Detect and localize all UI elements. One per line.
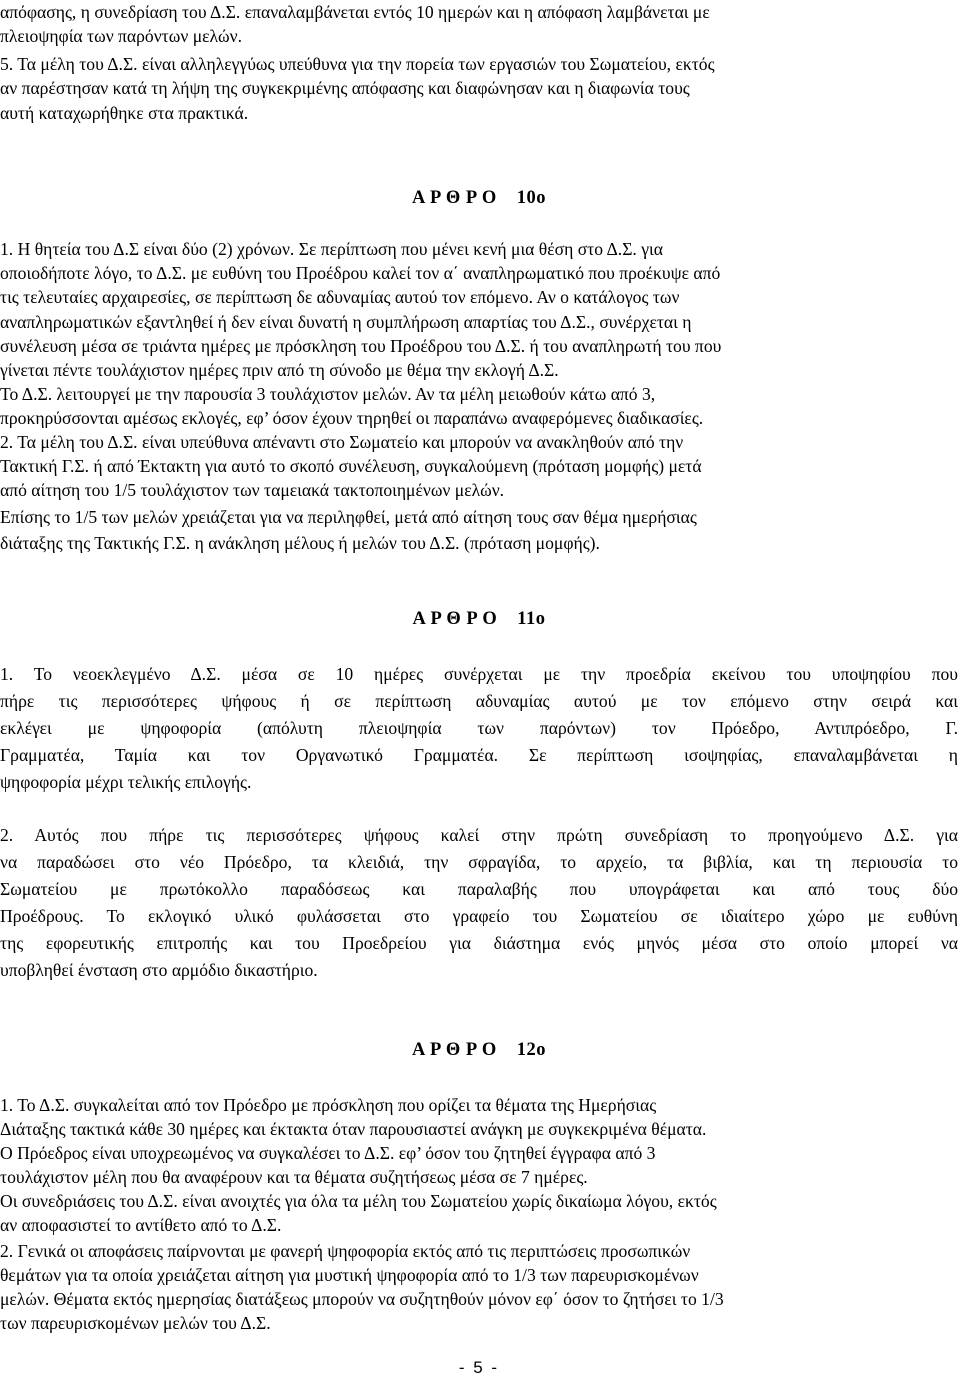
paragraph-line: Τακτική Γ.Σ. ή από Έκτακτη για αυτό το σκοπό συνέλευση, συγκαλούμενη (πρόταση μομφής) μετά <box>0 456 702 476</box>
paragraph-line: 2. Τα μέλη του Δ.Σ. είναι υπεύθυνα απέναντι στο Σωματείο και μπορούν να ανακληθούν από την <box>0 432 684 452</box>
article-heading-word: Α Ρ Θ Ρ Ο <box>412 188 497 208</box>
paragraph-line: των παρευρισκομένων μελών του Δ.Σ. <box>0 1313 271 1333</box>
paragraph-line: εκλέγει με ψηφοφορία (απόλυτη πλειοψηφία των παρόντων) τον Πρόεδρο, Αντιπρόεδρο, Γ. <box>0 718 958 738</box>
article-12-heading <box>0 1038 958 1062</box>
paragraph-line: Το Δ.Σ. λειτουργεί με την παρουσία 3 τουλάχιστον μελών. Αν τα μέλη μειωθούν κάτω από 3, <box>0 384 656 404</box>
paragraph-line: Οι συνεδριάσεις του Δ.Σ. είναι ανοιχτές για όλα τα μέλη του Σωματείου χωρίς δικαίωμα λόγου, εκτός <box>0 1191 717 1211</box>
paragraph-line: Γραμματέα, Ταμία και τον Οργανωτικό Γραμματέα. Σε περίπτωση ισοψηφίας, επαναλαμβάνεται η <box>0 745 958 765</box>
article-heading-number: 11ο <box>517 609 546 629</box>
article-10-heading <box>0 186 958 210</box>
paragraph-line: διάταξης της Τακτικής Γ.Σ. η ανάκληση μέλους ή μελών του Δ.Σ. (πρόταση μομφής). <box>0 533 600 553</box>
paragraph-line: 1. Το νεοεκλεγμένο Δ.Σ. μέσα σε 10 ημέρες συνέρχεται με την προεδρία εκείνου του υποψηφίου που <box>0 664 958 684</box>
paragraph-line: γίνεται πέντε τουλάχιστον ημέρες πριν από τη σύνοδο με θέμα την εκλογή Δ.Σ. <box>0 360 559 380</box>
paragraph-line: Προέδρους. Το εκλογικό υλικό φυλάσσεται στο γραφείο του Σωματείου σε ιδιαίτερο χώρο με ευθύνη <box>0 906 958 926</box>
paragraph-line: αν αποφασιστεί το αντίθετο από το Δ.Σ. <box>0 1215 282 1235</box>
paragraph-line: αν παρέστησαν κατά τη λήψη της συγκεκριμένης απόφασης και διαφώνησαν και η διαφωνία τους <box>0 78 690 98</box>
paragraph-line: απόφασης, η συνεδρίαση του Δ.Σ. επαναλαμβάνεται εντός 10 ημερών και η απόφαση λαμβάνεται με <box>0 2 710 22</box>
paragraph-line: Επίσης το 1/5 των μελών χρειάζεται για να περιληφθεί, μετά από αίτηση τους σαν θέμα ημερήσιας <box>0 507 697 527</box>
paragraph-line: τις τελευταίες αρχαιρεσίες, σε περίπτωση δε αδυναμίας αυτού τον επόμενο. Αν ο κατάλογος των <box>0 287 680 307</box>
article-heading-number: 12ο <box>516 1040 546 1060</box>
paragraph-line: τουλάχιστον μέλη που θα αναφέρουν και τα θέματα συζητήσεως μέσα σε 7 ημέρες. <box>0 1167 588 1187</box>
paragraph-line: της εφορευτικής επιτροπής και του Προεδρείου για διάστημα ενός μηνός μέσα στο οποίο μπορεί να <box>0 933 958 953</box>
paragraph-line: πήρε τις περισσότερες ψήφους ή σε περίπτωση αδυναμίας αυτού με τον επόμενο στην σειρά και <box>0 691 958 711</box>
paragraph-line: 1. Το Δ.Σ. συγκαλείται από τον Πρόεδρο με πρόσκληση που ορίζει τα θέματα της Ημερήσιας <box>0 1095 657 1115</box>
paragraph-line: ψηφοφορία μέχρι τελικής επιλογής. <box>0 772 252 792</box>
paragraph-line: 5. Τα μέλη του Δ.Σ. είναι αλληλεγγύως υπεύθυνα για την πορεία των εργασιών του Σωματείου, εκτός <box>0 54 715 74</box>
paragraph-line: αναπληρωματικών εξαντληθεί ή δεν είναι δυνατή η συμπλήρωση απαρτίας του Δ.Σ., συνέρχεται η <box>0 312 692 332</box>
page-number: - 5 - <box>458 1358 500 1377</box>
paragraph-line: οποιοδήποτε λόγο, το Δ.Σ. με ευθύνη του Προέδρου καλεί τον α΄ αναπληρωματικό που προέκυψε από <box>0 263 721 283</box>
article-heading-number: 10ο <box>516 188 546 208</box>
paragraph-line: πλειοψηφία των παρόντων μελών. <box>0 26 242 46</box>
paragraph-line: συνέλευση μέσα σε τριάντα ημέρες με πρόσκληση του Προέδρου του Δ.Σ. ή του αναπληρωτή του που <box>0 336 722 356</box>
paragraph-line: Ο Πρόεδρος είναι υποχρεωμένος να συγκαλέσει το Δ.Σ. εφ’ όσον του ζητηθεί έγγραφα από 3 <box>0 1143 656 1163</box>
paragraph-line: Σωματείου με πρωτόκολλο παραδόσεως και παραλαβής που υπογράφεται και από τους δύο <box>0 879 958 899</box>
paragraph-line: προκηρύσσονται αμέσως εκλογές, εφ’ όσον έχουν τηρηθεί οι παραπάνω αναφερόμενες διαδικασίες. <box>0 408 704 428</box>
paragraph-line: Διάταξης τακτικά κάθε 30 ημέρες και έκτακτα όταν παρουσιαστεί ανάγκη με συγκεκριμένα θέματα. <box>0 1119 707 1139</box>
paragraph-line: από αίτηση του 1/5 τουλάχιστον των ταμειακά τακτοποιημένων μελών. <box>0 480 505 500</box>
paragraph-line: μελών. Θέματα εκτός ημερησίας διατάξεως μπορούν να συζητηθούν μόνον εφ΄ όσον το ζητήσει το 1/3 <box>0 1289 724 1309</box>
paragraph-line: υποβληθεί ένσταση στο αρμόδιο δικαστήριο. <box>0 960 318 980</box>
article-heading-word: Α Ρ Θ Ρ Ο <box>412 609 498 629</box>
paragraph-line: αυτή καταχωρήθηκε στα πρακτικά. <box>0 103 249 123</box>
paragraph-line: 2. Αυτός που πήρε τις περισσότερες ψήφους καλεί στην πρώτη συνεδρίαση το προηγούμενο Δ.Σ. για <box>0 825 958 845</box>
article-11-heading <box>0 607 958 631</box>
paragraph-line: 2. Γενικά οι αποφάσεις παίρνονται με φανερή ψηφοφορία εκτός από τις περιπτώσεις προσωπικών <box>0 1241 691 1261</box>
article-heading-word: Α Ρ Θ Ρ Ο <box>412 1040 497 1060</box>
paragraph-line: θεμάτων για τα οποία χρειάζεται αίτηση για μυστική ψηφοφορία από το 1/3 των παρευρισκομένων <box>0 1265 699 1285</box>
paragraph-line: 1. Η θητεία του Δ.Σ είναι δύο (2) χρόνων. Σε περίπτωση που μένει κενή μια θέση στο Δ.Σ. για <box>0 239 663 259</box>
paragraph-line: να παραδώσει στο νέο Πρόεδρο, τα κλειδιά, την σφραγίδα, το αρχείο, τα βιβλία, και τη περιουσία το <box>0 852 958 872</box>
